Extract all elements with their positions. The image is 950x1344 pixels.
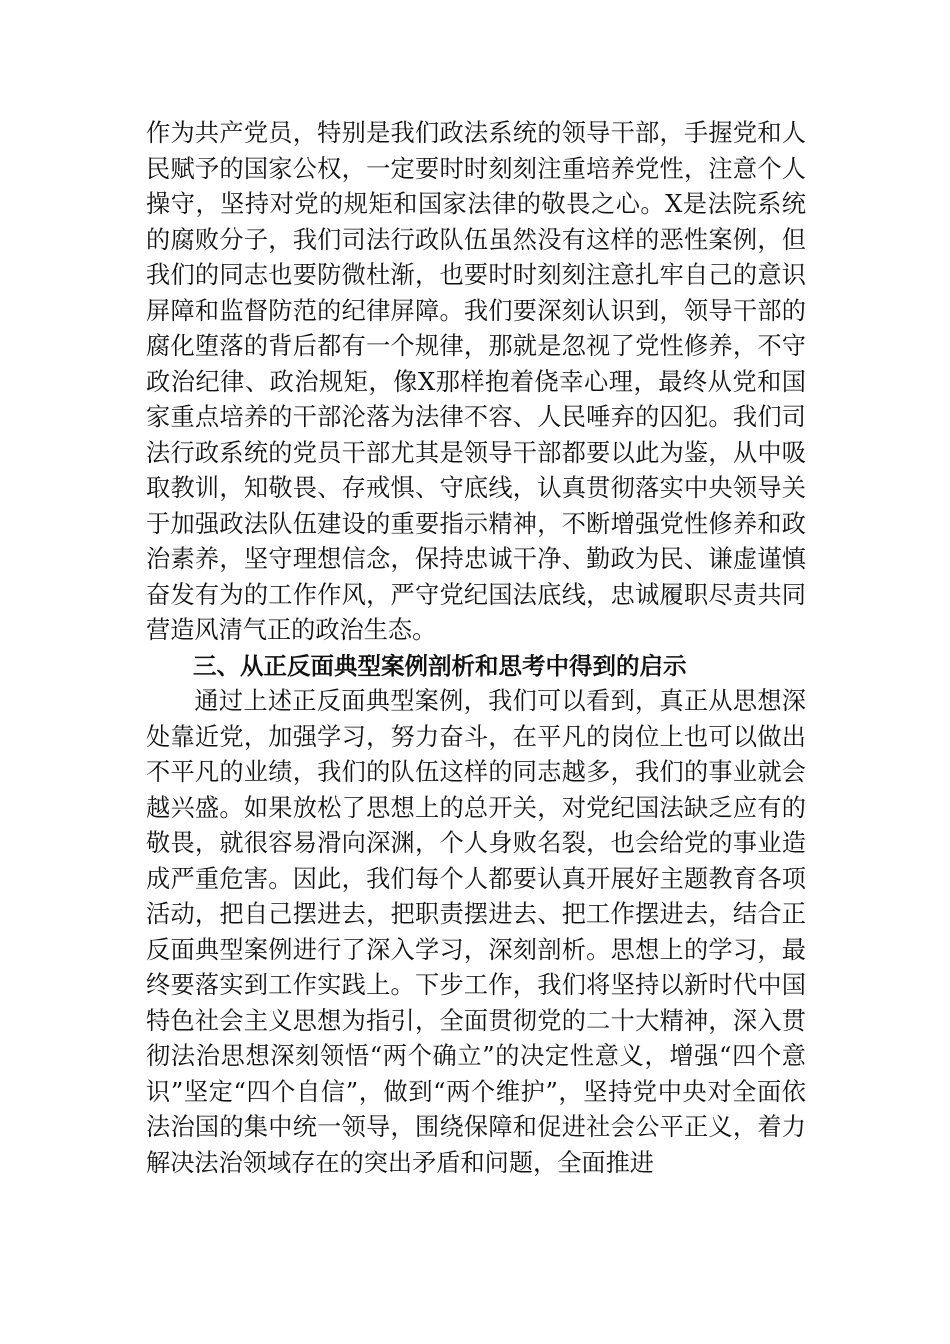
body-paragraph: 通过上述正反面典型案例，我们可以看到，真正从思想深处靠近党，加强学习，努力奋斗，在平凡的岗位上也可以做出不平凡的业绩，我们的队伍这样的同志越多，我们的事业就会越兴盛。如果放松了思想上的总开关，对党纪国法缺乏应有的敬畏，就很容易滑向深渊，个人身败名裂，也会给党的事业造成严重危害。因此，我们每个人都要认真开展好主题教育各项活动，把自己摆进去，把职责摆进去、把工作摆进去，结合正反面典型案例进行了深入学习，深刻剖析。思想上的学习，最终要落实到工作实践上。下步工作，我们将坚持以新时代中国特色社会主义思想为指引，全面贯彻党的二十大精神，深入贯彻法治思想深刻领悟“两个确立”的决定性意义，增强“四个意识”坚定“四个自信”，做到“两个维护”，坚持党中央对全面依法治国的集中统一领导，围绕保障和促进社会公平正义，着力解决法治领域存在的突出矛盾和问题，全面推进	[146, 687, 806, 1177]
section-heading: 三、从正反面典型案例剖析和思考中得到的启示	[193, 651, 687, 680]
body-paragraph: 作为共产党员，特别是我们政法系统的领导干部，手握党和人民赋予的国家公权，一定要时时刻刻注重培养党性，注意个人操守，坚持对党的规矩和国家法律的敬畏之心。X是法院系统的腐败分子，我们司法行政队伍虽然没有这样的恶性案例，但我们的同志也要防微杜渐，也要时时刻刻注意扎牢自己的意识屏障和监督防范的纪律屏障。我们要深刻认识到，领导干部的腐化堕落的背后都有一个规律，那就是忽视了党性修养，不守政治纪律、政治规矩，像X那样抱着侥幸心理，最终从党和国家重点培养的干部沦落为法律不容、人民唾弃的囚犯。我们司法行政系统的党员干部尤其是领导干部都要以此为鉴，从中吸取教训，知敬畏、存戒惧、守底线，认真贯彻落实中央领导关于加强政法队伍建设的重要指示精神，不断增强党性修养和政治素养，坚守理想信念，保持忠诚干净、勤政为民、谦虚谨慎奋发有为的工作作风，严守党纪国法底线，忠诚履职尽责共同营造风清气正的政治生态。	[146, 119, 806, 644]
document-body	[146, 116, 806, 1181]
